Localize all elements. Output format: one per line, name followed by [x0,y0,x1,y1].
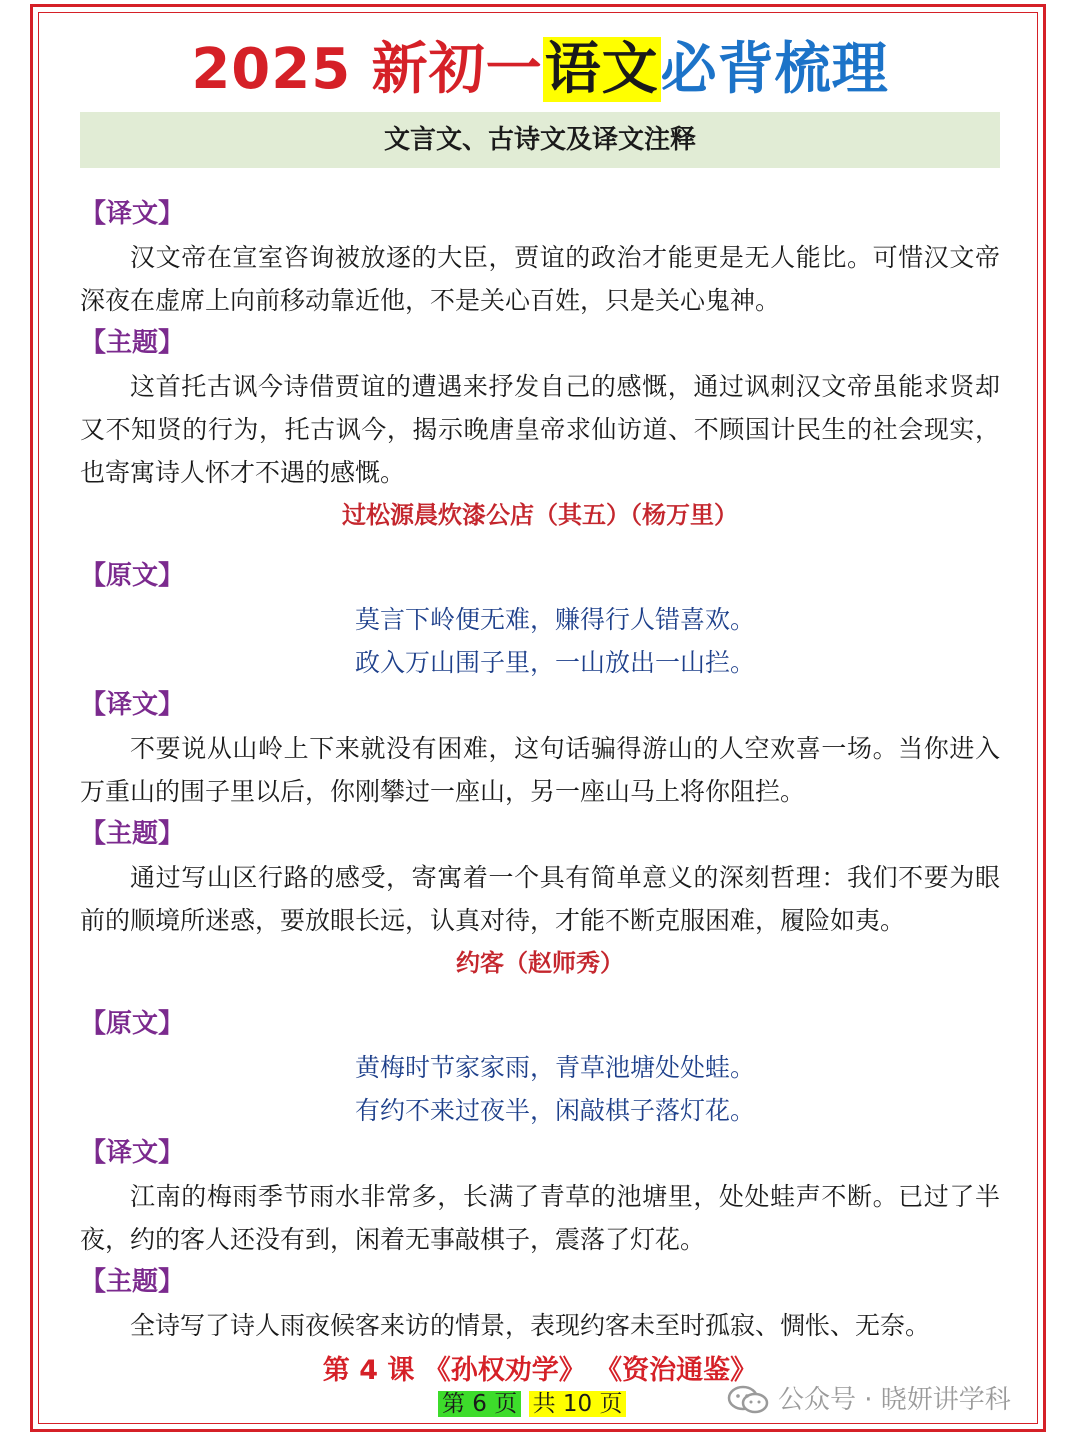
poem-title: 过松源晨炊漆公店（其五）（杨万里） [342,501,738,529]
section-tag-translation: 【译文】 [80,199,185,229]
total-pages-label: 共 10 页 [529,1391,627,1417]
theme-text: 这首托古讽今诗借贾谊的遭遇来抒发自己的感慨，通过讽刺汉文帝虽能求贤却又不知贤的行为，托古讽今，揭示晚唐皇帝求仙访道、不顾国计民生的社会现实，也寄寓诗人怀才不遇的感慨。 [80,372,1000,487]
title-blue-part: 必背梳理 [660,37,889,102]
theme-text: 通过写山区行路的感受，寄寓着一个具有简单意义的深刻哲理：我们不要为眼前的顺境所迷惑，要放眼长远，认真对待，才能不断克服困难，履险如夷。 [80,863,1000,935]
wechat-icon [726,1384,770,1416]
section-tag-original: 【原文】 [80,561,185,591]
section-tag-original: 【原文】 [80,1009,185,1039]
poem-line: 莫言下岭便无难，赚得行人错喜欢。 [354,605,755,634]
title-highlight-part: 语文 [544,37,659,102]
translation-text: 江南的梅雨季节雨水非常多，长满了青草的池塘里，处处蛙声不断。已过了半夜，约的客人还没有到，闲着无事敲棋子，震落了灯花。 [80,1182,1000,1254]
translation-text: 不要说从山岭上下来就没有困难，这句话骗得游山的人空欢喜一场。当你进入万重山的围子里以后，你刚攀过一座山，另一座山马上将你阻拦。 [80,734,1000,806]
watermark-text: 公众号 · 晓妍讲学科 [778,1385,1011,1415]
poem-title: 约客（赵师秀） [456,949,624,977]
content-area [80,193,1000,1392]
current-page-label: 第 6 页 [438,1391,521,1417]
watermark [726,1378,1011,1422]
section-tag-theme: 【主题】 [80,1267,185,1297]
page-title [0,30,1080,110]
poem-line: 黄梅时节家家雨，青草池塘处处蛙。 [354,1053,755,1082]
page-indicator [438,1386,626,1422]
theme-text: 全诗写了诗人雨夜候客来访的情景，表现约客未至时孤寂、惆怅、无奈。 [130,1311,931,1340]
title-year-part: 2025 新初一 [191,37,543,102]
section-tag-translation: 【译文】 [80,690,185,720]
lesson-heading: 第 4 课 《孙权劝学》 《资治通鉴》 [322,1355,758,1386]
section-tag-theme: 【主题】 [80,328,185,358]
section-tag-translation: 【译文】 [80,1138,185,1168]
poem-line: 政入万山围子里，一山放出一山拦。 [354,648,755,677]
poem-line: 有约不来过夜半，闲敲棋子落灯花。 [354,1096,755,1125]
translation-text: 汉文帝在宣室咨询被放逐的大臣，贾谊的政治才能更是无人能比。可惜汉文帝深夜在虚席上向前移动靠近他，不是关心百姓，只是关心鬼神。 [80,243,1000,315]
subtitle-banner: 文言文、古诗文及译文注释 [80,112,1000,168]
section-tag-theme: 【主题】 [80,819,185,849]
